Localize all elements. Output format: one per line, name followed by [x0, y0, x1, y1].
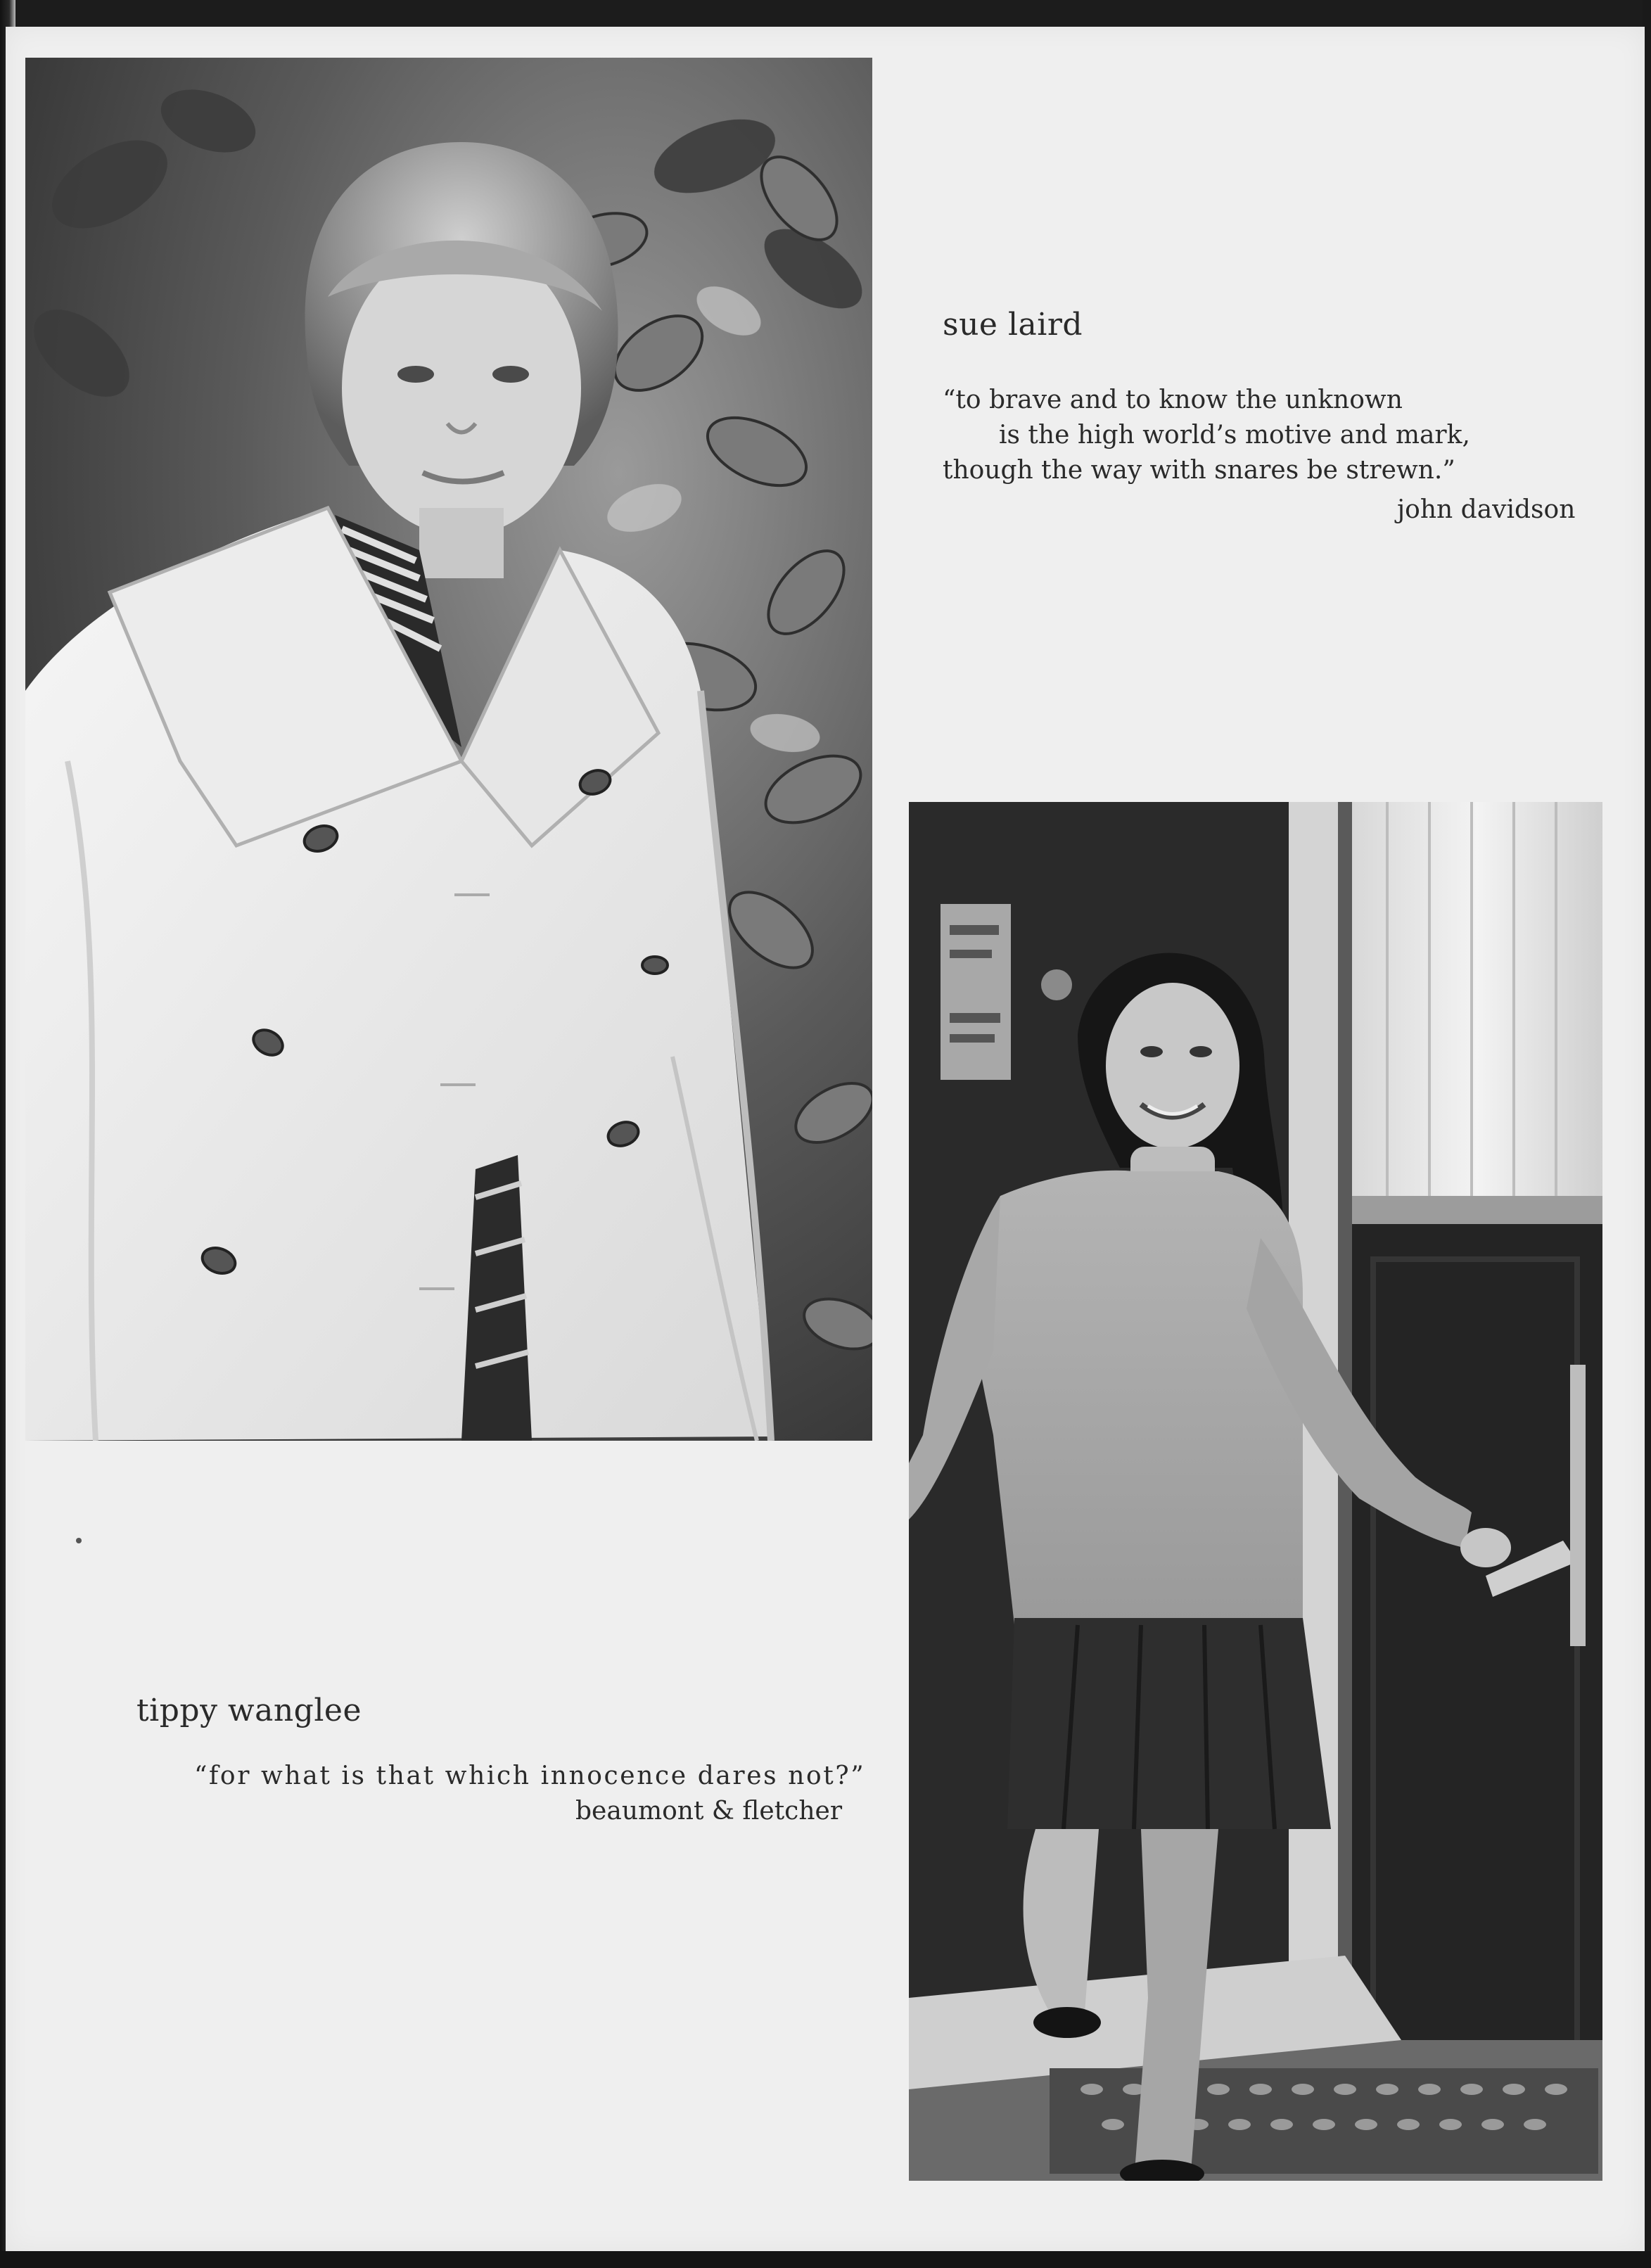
photo-sue-laird: [25, 58, 872, 1441]
photo-sue-laird-image: [25, 58, 872, 1441]
photo-tippy-wanglee: [909, 802, 1602, 2181]
tippy-wanglee-quote-line-1: “for what is that which innocence dares not?”: [194, 1761, 866, 1790]
sue-laird-quote-line-2: is the high world’s motive and mark,: [999, 421, 1470, 450]
sue-laird-quote-line-1: “to brave and to know the unknown: [943, 386, 1403, 414]
sue-laird-quote-line-3: though the way with snares be strewn.”: [943, 456, 1455, 485]
photo-tippy-wanglee-image: [909, 802, 1602, 2181]
sue-laird-name: sue laird: [943, 307, 1083, 343]
tippy-wanglee-quote-author: beaumont & fletcher: [575, 1797, 843, 1826]
paper-speck: [76, 1538, 82, 1543]
sue-laird-quote-author: john davidson: [1397, 495, 1576, 524]
tippy-wanglee-name: tippy wanglee: [136, 1693, 362, 1728]
page-edge-bottom: [0, 2251, 1651, 2268]
